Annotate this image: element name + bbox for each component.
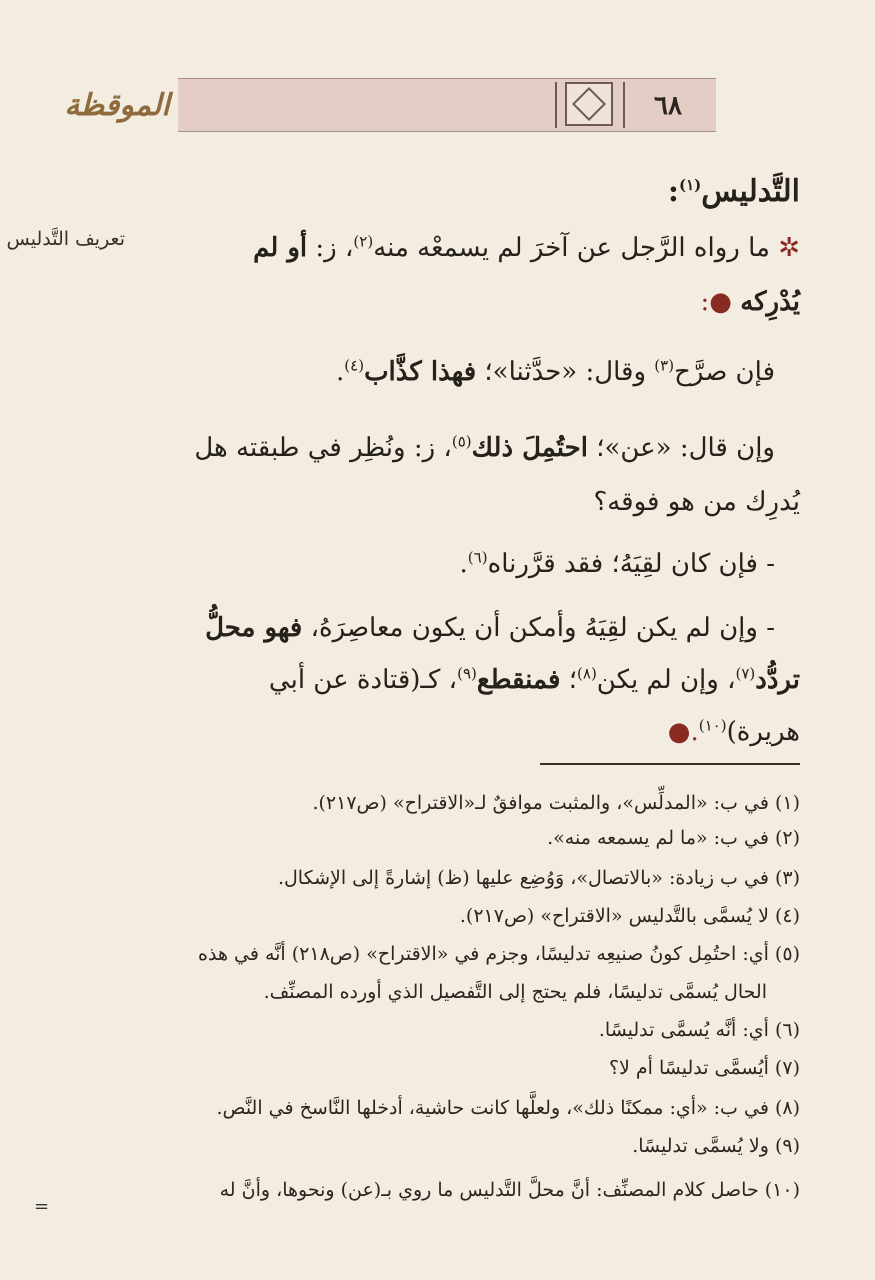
footnote: (٤) لا يُسمَّى بالتَّدليس «الاقتراح» (ص٢١٧). [459, 905, 800, 927]
page-number: ٦٨ [654, 91, 682, 121]
paragraph-line: يُدْرِكه ●: [700, 287, 800, 317]
header-divider [555, 82, 557, 128]
footnote: (٣) في ب زيادة: «بالاتصال»، وَوُضِع عليها (ظ) إشارةً إلى الإشكال. [277, 867, 800, 889]
margin-note: تعريف التَّدليس [6, 228, 125, 250]
footnote: (٧) أيُسمَّى تدليسًا أم لا؟ [608, 1057, 800, 1079]
paragraph-line: وإن قال: «عن»؛ احتُمِلَ ذلك$^{(٥)}$، ز: ونُظِر في طبقته هل [194, 432, 775, 463]
footnote: (٩) ولا يُسمَّى تدليسًا. [632, 1135, 800, 1157]
paragraph-line: - فإن كان لقِيَهُ؛ فقد قرَّرناه$^{(٦)}$. [459, 548, 775, 579]
book-title-logo: الموقظة [64, 88, 170, 123]
paragraph-line: فإن صرَّح$^{(٣)}$ وقال: «حدَّثنا»؛ فهذا كذَّاب$^{(٤)}$. [336, 356, 775, 387]
star-icon: ✲ [778, 233, 800, 263]
paragraph-line: هريرة)$^{(١٠)}$.● [667, 716, 800, 747]
footnote: (٨) في ب: «أي: ممكنًا ذلك»، ولعلَّها كانت حاشية، أدخلها النَّاسخ في النَّص. [216, 1097, 800, 1119]
ornament-icon [565, 82, 613, 126]
paragraph-line: تردُّد$^{(٧)}$، وإن لم يكن$^{(٨)}$؛ فمنقطع$^{(٩)}$، كـ(قتادة عن أبي [268, 664, 800, 695]
footnote-continuation: الحال يُسمَّى تدليسًا، فلم يحتج إلى التَّفصيل الذي أورده المصنِّف. [263, 981, 767, 1003]
footnote: (٦) أي: أنَّه يُسمَّى تدليسًا. [598, 1019, 800, 1041]
footnote-separator [540, 763, 800, 765]
continuation-mark: = [34, 1196, 50, 1217]
section-heading: التَّدليس$^{(١)}$: [667, 174, 800, 209]
footnote: (١) في ب: «المدلِّس»، والمثبت موافقٌ لـ«الاقتراح» (ص٢١٧). [312, 792, 800, 814]
footnote: (٢) في ب: «ما لم يسمعه منه». [547, 827, 800, 849]
footnote: (٥) أي: احتُمِل كونُ صنيعِه تدليسًا، وجزم في «الاقتراح» (ص٢١٨) أنَّه في هذه [198, 943, 800, 965]
header-divider [623, 82, 625, 128]
paragraph-line: ✲ ما رواه الرَّجل عن آخرَ لم يسمعْه منه$^{(٢)}$، ز: أو لم [253, 232, 800, 263]
footnote: (١٠) حاصل كلام المصنِّف: أنَّ محلَّ التَّدليس ما روي بـ(عن) ونحوها، وأنَّ له [219, 1179, 800, 1201]
paragraph-line: - وإن لم يكن لقِيَهُ وأمكن أن يكون معاصِرَهُ، فهو محلُّ [205, 613, 775, 643]
paragraph-line: يُدرِك من هو فوقه؟ [593, 487, 800, 517]
